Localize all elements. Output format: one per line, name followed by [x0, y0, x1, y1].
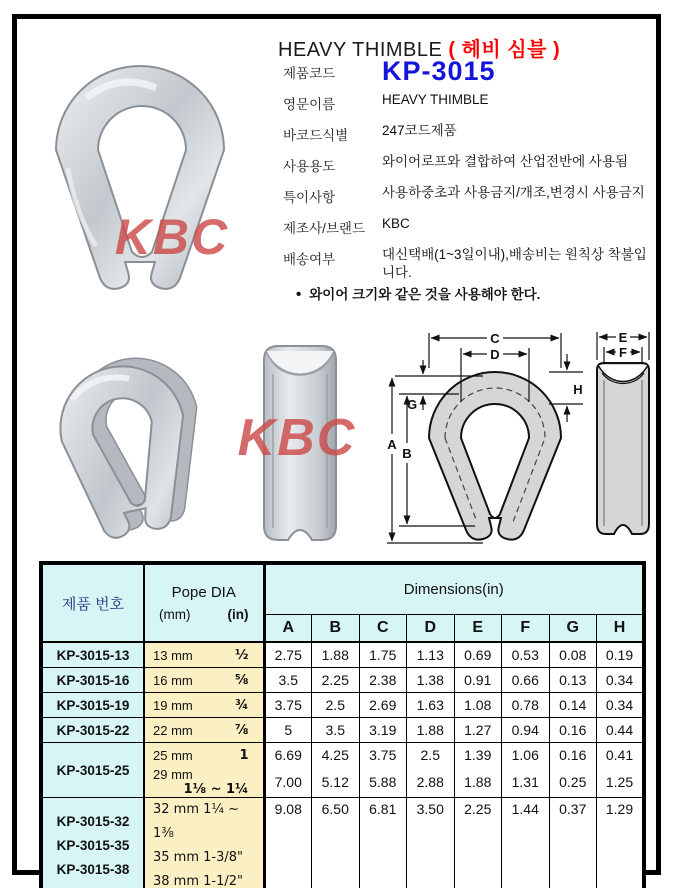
info-row-usage	[283, 153, 651, 175]
dimension-cell: 1.38	[407, 668, 455, 693]
spec-table-body	[41, 642, 644, 888]
dimension-cell: 0.91	[454, 668, 502, 693]
dimension-cell: 0.66	[502, 668, 550, 693]
info-row-barcode	[283, 122, 651, 144]
kbc-watermark-middle: KBC	[237, 409, 357, 467]
product-number-cell: KP-3015-19	[41, 693, 144, 718]
dimension-cell: 0.34	[597, 668, 645, 693]
product-photo-front	[28, 28, 256, 316]
info-label: 영문이름	[283, 97, 336, 112]
dimension-cell: 3.75	[264, 693, 312, 718]
dimension-cell: 1.44	[502, 798, 550, 888]
dimension-cell: 7.00	[264, 767, 312, 798]
dimension-cell: 3.19	[359, 718, 407, 743]
dimension-cell: 3.5	[312, 718, 360, 743]
dimension-cell: 2.88	[407, 767, 455, 798]
dimension-cell: 2.25	[454, 798, 502, 888]
dimension-cell: 2.25	[312, 668, 360, 693]
product-number-cell: KP-3015-16	[41, 668, 144, 693]
dimension-cell: 0.41	[597, 743, 645, 768]
info-row-product-code	[283, 56, 651, 86]
dimension-cell: 1.27	[454, 718, 502, 743]
rope-dia-cell: 25 mm 1	[144, 743, 264, 768]
dimension-cell: 6.69	[264, 743, 312, 768]
dim-col-g: G	[549, 615, 597, 643]
dimension-cell: 1.08	[454, 693, 502, 718]
dimension-cell: 1.63	[407, 693, 455, 718]
dim-label-g: G	[406, 397, 418, 412]
table-row	[41, 798, 644, 888]
info-label: 제조사/브랜드	[283, 221, 365, 236]
product-number-cell: KP-3015-22	[41, 718, 144, 743]
dimension-cell: 6.81	[359, 798, 407, 888]
info-label: 사용용도	[283, 159, 336, 174]
dimension-cell: 0.25	[549, 767, 597, 798]
dimension-cell: 1.39	[454, 743, 502, 768]
info-row-special-notes	[283, 184, 651, 206]
dim-col-d: D	[407, 615, 455, 643]
dimension-cell: 1.06	[502, 743, 550, 768]
product-info-list	[283, 56, 651, 290]
dimension-cell: 5	[264, 718, 312, 743]
product-code-value: KP-3015	[382, 56, 496, 86]
thimble-angled-illustration	[30, 330, 238, 554]
info-value: 대신택배(1~3일이내),배송비는 원칙상 착불입니다.	[382, 247, 647, 280]
usage-note: • 와이어 크기와 같은 것을 사용해야 한다.	[296, 283, 540, 303]
kbc-watermark-top: KBC	[114, 209, 230, 265]
rope-dia-cell: 29 mm 1⅛ ~ 1¼	[144, 767, 264, 798]
title-ko: ( 헤비 심블 )	[448, 39, 561, 61]
dimension-cell: 0.69	[454, 642, 502, 668]
info-value: HEAVY THIMBLE	[382, 92, 489, 107]
dimension-diagram	[383, 330, 659, 560]
dim-col-c: C	[359, 615, 407, 643]
dim-label-d: D	[490, 347, 500, 362]
dim-label-f: F	[619, 345, 627, 360]
dim-col-h: H	[597, 615, 645, 643]
thimble-front-illustration	[28, 28, 256, 316]
title-en: HEAVY THIMBLE	[278, 39, 443, 61]
info-row-english-name	[283, 91, 651, 113]
dim-label-h: H	[573, 382, 583, 397]
dimension-cell: 5.12	[312, 767, 360, 798]
dimension-cell: 1.88	[454, 767, 502, 798]
info-value: 사용하중초과 사용금지/개조,변경시 사용금지	[382, 185, 645, 200]
dimension-cell: 5.88	[359, 767, 407, 798]
dimension-cell: 2.5	[407, 743, 455, 768]
dim-col-e: E	[454, 615, 502, 643]
rope-dia-cell: 22 mm ⅞	[144, 718, 264, 743]
dimension-cell: 0.94	[502, 718, 550, 743]
dim-label-a: A	[387, 437, 397, 452]
info-label: 제품코드	[283, 66, 336, 81]
dimension-cell: 0.37	[549, 798, 597, 888]
rope-dia-unit-mm: (mm)	[159, 607, 191, 622]
dimension-cell: 3.5	[264, 668, 312, 693]
dimension-cell: 1.88	[407, 718, 455, 743]
dimension-cell: 0.78	[502, 693, 550, 718]
spec-table	[39, 561, 646, 888]
rope-dia-cell: 13 mm ½	[144, 642, 264, 668]
table-row	[41, 718, 644, 743]
dimension-cell: 0.53	[502, 642, 550, 668]
dimension-cell: 0.16	[549, 718, 597, 743]
rope-dia-cell: 32 mm 1¼ ~ 1⅜ 35 mm 1-3/8" 38 mm 1-1/2"	[144, 798, 264, 888]
dimension-cell: 1.25	[597, 767, 645, 798]
table-row	[41, 668, 644, 693]
dimension-cell: 0.16	[549, 743, 597, 768]
info-value: 247코드제품	[382, 123, 457, 138]
dimension-cell: 0.19	[597, 642, 645, 668]
dim-label-b: B	[402, 446, 412, 461]
info-value: 와이어로프와 결합하여 산업전반에 사용됨	[382, 154, 628, 169]
dimension-cell: 2.75	[264, 642, 312, 668]
info-label: 바코드식별	[283, 128, 349, 143]
dimension-cell: 9.08	[264, 798, 312, 888]
product-number-cell: KP-3015-13	[41, 642, 144, 668]
dimension-cell: 3.50	[407, 798, 455, 888]
info-label: 특이사항	[283, 190, 336, 205]
rope-dia-cell: 16 mm ⅝	[144, 668, 264, 693]
dimension-cell: 1.31	[502, 767, 550, 798]
dim-label-e: E	[618, 330, 628, 345]
dim-col-f: F	[502, 615, 550, 643]
product-number-cell: KP-3015-32 KP-3015-35 KP-3015-38	[41, 798, 144, 888]
dimension-diagram-svg	[383, 330, 659, 560]
info-label: 배송여부	[283, 252, 336, 267]
dimension-cell: 0.14	[549, 693, 597, 718]
dimension-cell: 1.29	[597, 798, 645, 888]
col-header-rope-dia	[144, 563, 264, 642]
dimension-cell: 0.34	[597, 693, 645, 718]
dimension-cell: 0.13	[549, 668, 597, 693]
dimension-cell: 2.38	[359, 668, 407, 693]
rope-dia-cell: 19 mm ¾	[144, 693, 264, 718]
dimension-cell: 1.13	[407, 642, 455, 668]
dimension-cell: 0.08	[549, 642, 597, 668]
product-number-cell: KP-3015-25	[41, 743, 144, 798]
table-row	[41, 693, 644, 718]
dimension-cell: 4.25	[312, 743, 360, 768]
info-row-manufacturer	[283, 215, 651, 237]
col-header-product-number: 제품 번호	[41, 563, 144, 642]
dimension-cell: 2.5	[312, 693, 360, 718]
table-row	[41, 743, 644, 768]
rope-dia-unit-in: (in)	[227, 607, 249, 622]
dimension-cell: 2.69	[359, 693, 407, 718]
dimension-cell: 3.75	[359, 743, 407, 768]
dimension-cell: 1.88	[312, 642, 360, 668]
dimension-cell: 0.44	[597, 718, 645, 743]
table-row	[41, 642, 644, 668]
info-row-shipping	[283, 246, 651, 281]
col-header-dimensions: Dimensions(in)	[264, 563, 644, 615]
dim-label-c: C	[490, 331, 500, 346]
dim-col-b: B	[312, 615, 360, 643]
info-value: KBC	[382, 216, 410, 231]
dim-col-a: A	[264, 615, 312, 643]
dimension-cell: 1.75	[359, 642, 407, 668]
rope-dia-title: Pope DIA	[171, 584, 236, 601]
product-photo-angled	[30, 330, 238, 554]
dimension-cell: 6.50	[312, 798, 360, 888]
